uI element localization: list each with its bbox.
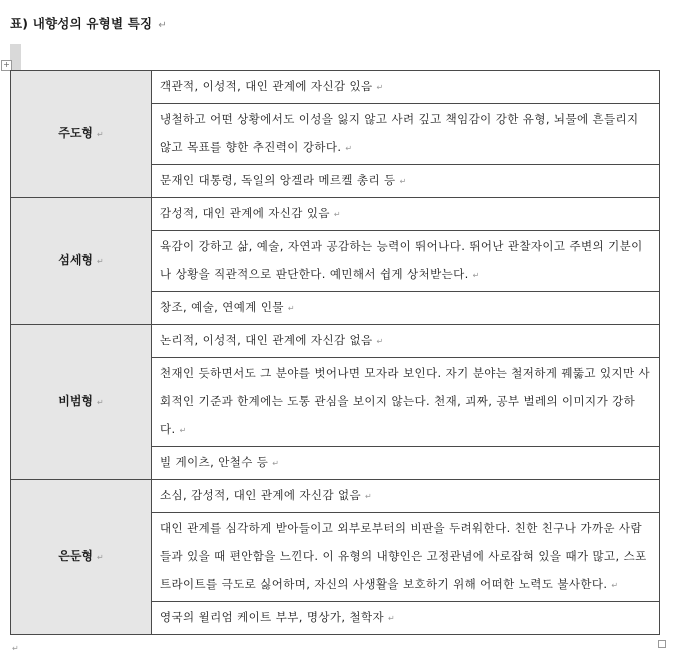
table-resize-handle-icon[interactable] — [658, 640, 666, 648]
table-move-handle-icon[interactable]: + — [1, 60, 12, 71]
category-label: 은둔형 — [58, 549, 94, 563]
description-cell — [152, 358, 660, 447]
description-text: 냉철하고 어떤 상황에서도 이성을 잃지 않고 사려 깊고 책임감이 강한 유형, 뇌물에 흔들리지 않고 목표를 향한 추진력이 강하다. — [160, 112, 639, 154]
table-row — [11, 71, 660, 104]
paragraph-mark-icon: ↵ — [333, 210, 342, 219]
category-cell — [11, 480, 152, 635]
document-title — [10, 14, 167, 32]
table-row — [11, 198, 660, 231]
paragraph-mark-icon: ↵ — [388, 614, 396, 623]
example-text: 빌 게이츠, 안철수 등 — [160, 455, 269, 469]
description-cell — [152, 104, 660, 165]
trait-cell — [152, 71, 660, 104]
example-text: 문재인 대통령, 독일의 앙겔라 메르켈 총리 등 — [160, 173, 396, 187]
paragraph-mark-icon: ↵ — [399, 177, 407, 186]
description-text: 천재인 듯하면서도 그 분야를 벗어나면 모자라 보인다. 자기 분야는 철저하게 꿰뚫고 있지만 사회적인 기준과 한계에는 도통 관심을 보이지 않는다. 천재, 괴짜, 공부 벌레의 이미지가 강하다. — [160, 366, 651, 436]
example-cell — [152, 165, 660, 198]
paragraph-mark-icon: ↵ — [365, 492, 373, 501]
paragraph-mark-icon: ↵ — [376, 83, 384, 92]
example-cell — [152, 447, 660, 480]
category-cell — [11, 198, 152, 325]
paragraph-mark-icon: ↵ — [376, 337, 384, 346]
category-label: 주도형 — [58, 126, 94, 140]
trait-text: 소심, 감성적, 대인 관계에 자신감 없음 — [160, 488, 362, 502]
trait-text: 논리적, 이성적, 대인 관계에 자신감 없음 — [160, 333, 373, 347]
category-cell — [11, 71, 152, 198]
description-text: 육감이 강하고 삶, 예술, 자연과 공감하는 능력이 뛰어나다. 뛰어난 관찰자이고 주변의 기분이나 상황을 직관적으로 판단한다. 예민해서 쉽게 상처받는다. — [160, 239, 643, 281]
paragraph-mark-icon: ↵ — [12, 644, 19, 653]
paragraph-mark-icon: ↵ — [97, 398, 104, 407]
paragraph-mark-icon: ↵ — [345, 144, 353, 153]
paragraph-mark-icon: ↵ — [179, 426, 187, 435]
paragraph-mark-icon: ↵ — [97, 553, 104, 562]
example-cell — [152, 292, 660, 325]
example-text: 영국의 윌리엄 케이트 부부, 명상가, 철학자 — [160, 610, 385, 624]
paragraph-mark-icon: ↵ — [97, 257, 104, 266]
paragraph-mark-icon: ↵ — [611, 581, 619, 590]
category-label: 섬세형 — [58, 253, 94, 267]
category-label: 비범형 — [58, 394, 94, 408]
paragraph-mark-icon: ↵ — [287, 304, 295, 313]
introvert-types-table — [10, 70, 660, 635]
example-text: 창조, 예술, 연예계 인물 — [160, 300, 284, 314]
example-cell — [152, 602, 660, 635]
table-row — [11, 480, 660, 513]
trait-cell — [152, 198, 660, 231]
trait-text: 객관적, 이성적, 대인 관계에 자신감 있음 — [160, 79, 373, 93]
trait-cell — [152, 480, 660, 513]
trait-cell — [152, 325, 660, 358]
trait-text: 감성적, 대인 관계에 자신감 있음 — [160, 206, 330, 220]
category-cell — [11, 325, 152, 480]
title-text: 표) 내향성의 유형별 특징 — [10, 16, 153, 31]
paragraph-mark-icon: ↵ — [272, 459, 280, 468]
paragraph-mark-icon: ↵ — [97, 130, 104, 139]
paragraph-mark-icon: ↵ — [158, 20, 167, 31]
table-row — [11, 325, 660, 358]
description-text: 대인 관계를 심각하게 받아들이고 외부로부터의 비판을 두려워한다. 친한 친구나 가까운 사람들과 있을 때 편안함을 느낀다. 이 유형의 내향인은 고정관념에 사로잡혀 있을 때가 많고, 스포트라이트를 극도로 싫어하며, 자신의 사생활을 보호하기 위해 어떠한 노력도 불사한다. — [160, 521, 647, 591]
description-cell — [152, 231, 660, 292]
description-cell — [152, 513, 660, 602]
paragraph-mark-icon: ↵ — [472, 271, 480, 280]
